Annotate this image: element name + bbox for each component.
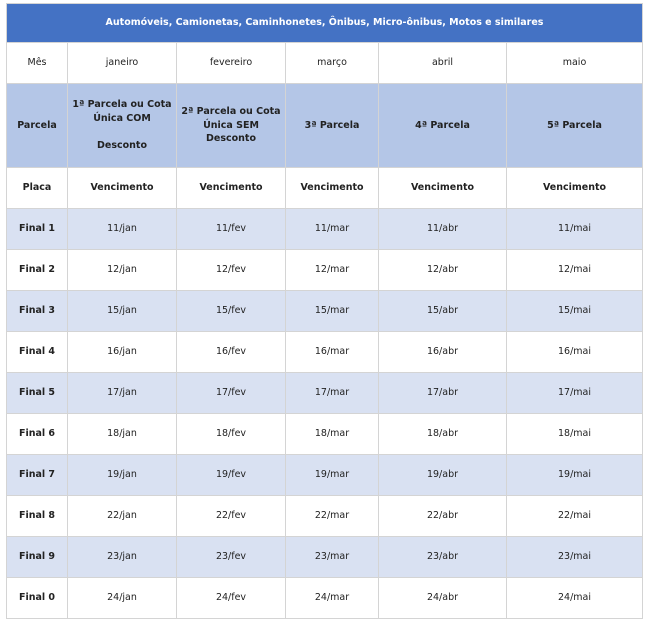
parcela-cell: 4ª Parcela xyxy=(379,84,507,168)
due-date-cell: 17/fev xyxy=(177,373,286,414)
table-row xyxy=(7,332,643,373)
due-date-cell: 18/mai xyxy=(507,414,643,455)
table-row xyxy=(7,537,643,578)
parcela-cell: 2ª Parcela ou Cota Única SEM Desconto xyxy=(177,84,286,168)
due-date-cell: 11/mar xyxy=(286,209,379,250)
month-cell: maio xyxy=(507,43,643,84)
due-date-cell: 18/fev xyxy=(177,414,286,455)
due-date-cell: 12/mai xyxy=(507,250,643,291)
due-date-cell: 19/jan xyxy=(68,455,177,496)
data-rows xyxy=(7,209,643,619)
placa-final-cell: Final 3 xyxy=(7,291,68,332)
due-date-cell: 19/mar xyxy=(286,455,379,496)
due-date-cell: 15/jan xyxy=(68,291,177,332)
placa-final-cell: Final 9 xyxy=(7,537,68,578)
due-date-cell: 19/fev xyxy=(177,455,286,496)
placa-final-cell: Final 4 xyxy=(7,332,68,373)
due-date-cell: 15/mar xyxy=(286,291,379,332)
placa-final-cell: Final 1 xyxy=(7,209,68,250)
due-date-cell: 23/fev xyxy=(177,537,286,578)
due-date-cell: 24/mar xyxy=(286,578,379,619)
due-date-cell: 15/abr xyxy=(379,291,507,332)
due-date-cell: 18/mar xyxy=(286,414,379,455)
placa-final-cell: Final 2 xyxy=(7,250,68,291)
due-date-cell: 22/jan xyxy=(68,496,177,537)
table-row xyxy=(7,373,643,414)
due-date-cell: 16/jan xyxy=(68,332,177,373)
table-row xyxy=(7,455,643,496)
month-row xyxy=(7,43,643,84)
vencimento-cell: Vencimento xyxy=(68,168,177,209)
due-date-cell: 17/mai xyxy=(507,373,643,414)
vencimento-cell: Vencimento xyxy=(177,168,286,209)
placa-final-cell: Final 5 xyxy=(7,373,68,414)
due-date-cell: 23/mar xyxy=(286,537,379,578)
due-date-cell: 23/mai xyxy=(507,537,643,578)
due-date-cell: 11/mai xyxy=(507,209,643,250)
placa-final-cell: Final 8 xyxy=(7,496,68,537)
due-date-cell: 16/abr xyxy=(379,332,507,373)
due-date-cell: 15/fev xyxy=(177,291,286,332)
due-date-cell: 17/jan xyxy=(68,373,177,414)
vencimento-cell: Vencimento xyxy=(379,168,507,209)
month-cell: fevereiro xyxy=(177,43,286,84)
due-date-cell: 24/mai xyxy=(507,578,643,619)
due-date-cell: 15/mai xyxy=(507,291,643,332)
parcela-cell: 1ª Parcela ou Cota Única COM Desconto xyxy=(68,84,177,168)
month-cell: abril xyxy=(379,43,507,84)
month-label: Mês xyxy=(7,43,68,84)
month-cell: março xyxy=(286,43,379,84)
month-cell: janeiro xyxy=(68,43,177,84)
due-date-cell: 16/fev xyxy=(177,332,286,373)
placa-final-cell: Final 6 xyxy=(7,414,68,455)
due-date-cell: 22/abr xyxy=(379,496,507,537)
placa-final-cell: Final 0 xyxy=(7,578,68,619)
vencimento-cell: Vencimento xyxy=(507,168,643,209)
due-date-cell: 18/jan xyxy=(68,414,177,455)
due-date-cell: 24/abr xyxy=(379,578,507,619)
due-date-cell: 22/fev xyxy=(177,496,286,537)
due-date-cell: 16/mar xyxy=(286,332,379,373)
table-row xyxy=(7,209,643,250)
due-date-cell: 24/fev xyxy=(177,578,286,619)
parcela-row xyxy=(7,84,643,168)
vencimento-row xyxy=(7,168,643,209)
due-date-cell: 17/abr xyxy=(379,373,507,414)
due-date-cell: 19/abr xyxy=(379,455,507,496)
parcela-cell: 5ª Parcela xyxy=(507,84,643,168)
title-row xyxy=(7,4,643,43)
vencimento-cell: Vencimento xyxy=(286,168,379,209)
parcela-cell: 3ª Parcela xyxy=(286,84,379,168)
due-date-cell: 24/jan xyxy=(68,578,177,619)
parcela-label: Parcela xyxy=(7,84,68,168)
due-date-cell: 19/mai xyxy=(507,455,643,496)
due-date-cell: 18/abr xyxy=(379,414,507,455)
due-date-cell: 12/jan xyxy=(68,250,177,291)
table-row xyxy=(7,250,643,291)
due-date-cell: 16/mai xyxy=(507,332,643,373)
table-row xyxy=(7,291,643,332)
due-date-cell: 23/jan xyxy=(68,537,177,578)
due-date-cell: 11/fev xyxy=(177,209,286,250)
due-date-cell: 12/mar xyxy=(286,250,379,291)
placa-final-cell: Final 7 xyxy=(7,455,68,496)
due-date-cell: 17/mar xyxy=(286,373,379,414)
table-row xyxy=(7,496,643,537)
due-date-cell: 11/jan xyxy=(68,209,177,250)
placa-label: Placa xyxy=(7,168,68,209)
due-date-cell: 22/mai xyxy=(507,496,643,537)
due-date-cell: 23/abr xyxy=(379,537,507,578)
due-date-cell: 11/abr xyxy=(379,209,507,250)
ipva-schedule-table xyxy=(6,3,643,619)
due-date-cell: 12/abr xyxy=(379,250,507,291)
table-title: Automóveis, Camionetas, Caminhonetes, Ônibus, Micro-ônibus, Motos e similares xyxy=(7,4,643,43)
due-date-cell: 12/fev xyxy=(177,250,286,291)
table-row xyxy=(7,414,643,455)
due-date-cell: 22/mar xyxy=(286,496,379,537)
table-row xyxy=(7,578,643,619)
